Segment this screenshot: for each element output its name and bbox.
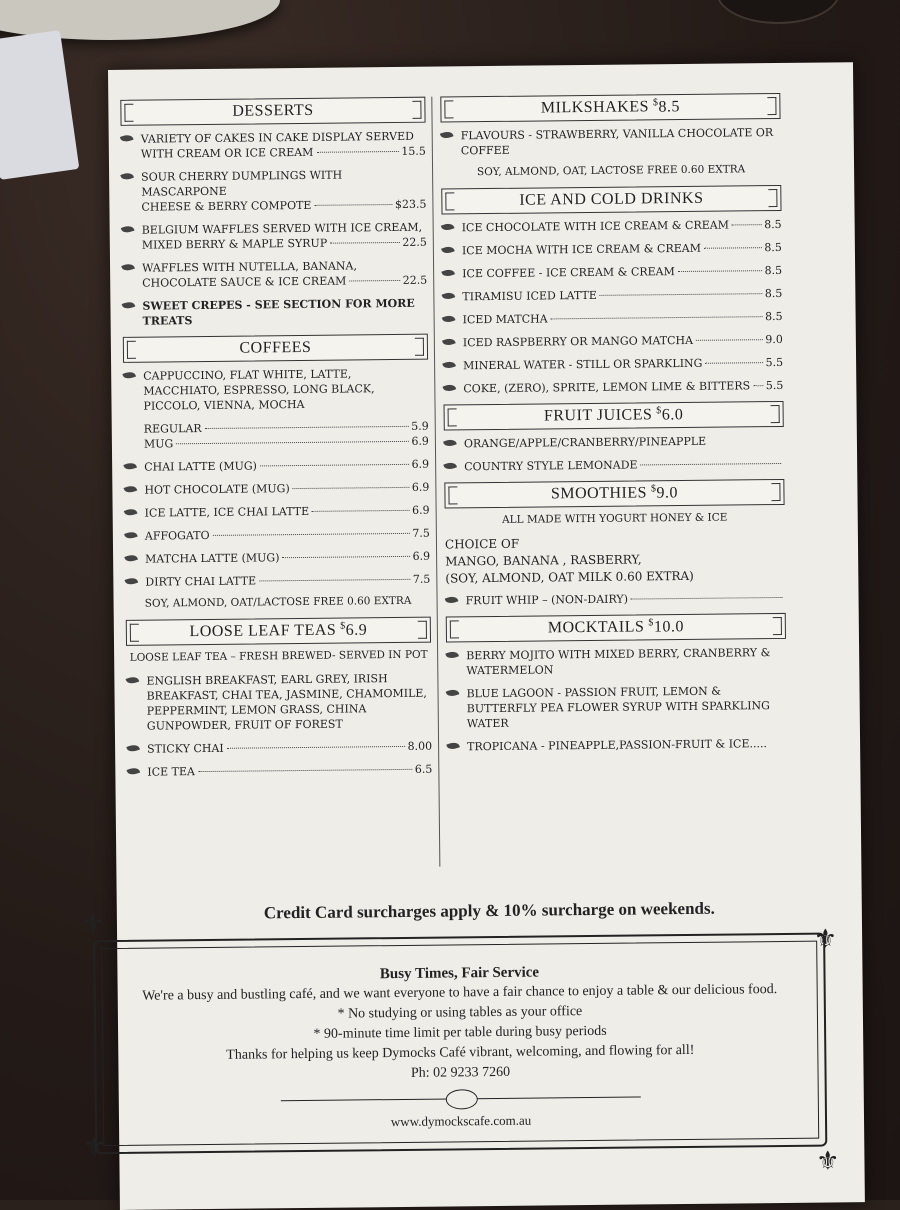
phone-number: Ph: 02 9233 7260 <box>410 1064 511 1081</box>
smoothie-item: FRUIT WHIP – (NON-DAIRY) <box>446 590 786 609</box>
desserts-title: DESSERTS <box>232 101 314 120</box>
cold-item: COKE, (ZERO), SPRITE, LEMON LIME & BITTERS 5.5 <box>443 378 783 397</box>
leaf-icon <box>445 595 459 606</box>
cold-title: ICE AND COLD DRINKS <box>519 189 704 209</box>
coffee-item: HOT CHOCOLATE (MUG) 6.9 <box>124 480 429 498</box>
leaf-icon <box>124 484 138 495</box>
leaf-icon <box>126 743 140 754</box>
teas-note: LOOSE LEAF TEA – FRESH BREWED- SERVED IN POT <box>129 648 428 664</box>
leaf-icon <box>441 222 455 233</box>
leaf-icon <box>442 360 456 371</box>
teas-title: LOOSE LEAF TEAS <box>189 621 337 641</box>
leaf-icon <box>122 370 136 381</box>
notice-title: Busy Times, Fair Service <box>379 964 540 983</box>
dessert-item: BELGIUM WAFFLES SERVED WITH ICE CREAM, MIXED BERRY & MAPLE SYRUP 22.5 <box>122 220 427 253</box>
coffee-item: MATCHA LATTE (MUG) 6.9 <box>125 549 430 567</box>
juices-title: FRUIT JUICES <box>543 406 653 425</box>
dessert-item: SOUR CHERRY DUMPLINGS WITH MASCARPONE CHEESE & BERRY COMPOTE $23.5 <box>121 167 426 215</box>
left-column <box>120 97 432 788</box>
leaf-icon <box>442 337 456 348</box>
cold-item: TIRAMISU ICED LATTE 8.5 <box>442 286 782 305</box>
leaf-icon <box>442 314 456 325</box>
leaf-icon <box>440 130 454 141</box>
cold-banner <box>441 185 781 215</box>
tea-item: STICKY CHAI 8.00 <box>127 739 432 757</box>
fleur-icon: ⚜ <box>813 924 838 955</box>
column-divider <box>431 97 440 867</box>
leaf-icon <box>441 268 455 279</box>
fleur-icon: ⚜ <box>83 1132 107 1163</box>
juice-item: ORANGE/APPLE/CRANBERRY/PINEAPPLE <box>444 433 784 452</box>
desserts-list <box>121 129 428 329</box>
mocktail-item: BLUE LAGOON - PASSION FRUIT, LEMON & BUTTERFLY PEA FLOWER SYRUP WITH SPARKLING WATER <box>446 683 786 732</box>
teas-banner: LOOSE LEAF TEAS $6.9 <box>126 617 431 646</box>
leaf-icon <box>126 766 140 777</box>
juices-banner: FRUIT JUICES $6.0 <box>444 401 784 431</box>
tea-item: ICE TEA 6.5 <box>127 762 432 780</box>
leaf-icon <box>124 507 138 518</box>
leaf-icon <box>445 650 459 661</box>
coffees-title: COFFEES <box>239 338 312 357</box>
mocktail-item: TROPICANA - PINEAPPLE,PASSION-FRUIT & ICE..... <box>447 736 787 755</box>
teas-list: ENGLISH BREAKFAST, EARL GREY, IRISH BREAKFAST, CHAI TEA, JASMINE, CHAMOMILE, PEPPERMINT, LEMON GRASS, CHINA GUNPOWDER, FRUIT OF FOREST <box>126 671 432 734</box>
coffee-sizes: REGULAR 5.9 MUG 6.9 <box>143 419 429 451</box>
leaf-icon <box>446 741 460 752</box>
milkshakes-banner: MILKSHAKES $8.5 <box>440 93 780 123</box>
notice-body: Busy Times, Fair Service We're a busy and bustling café, and we want everyone to have a fair chance to enjoy a table & our delicious food. * No studying or using tables as your office * 90-minute time limit per table during busy periods Thanks for helping us keep Dymocks Café vibrant, welcoming, and flowing for all! Ph: 02 9233 7260 www.dymockscafe.com.au <box>101 941 819 1146</box>
desserts-banner <box>120 97 425 126</box>
coffee-note: SOY, ALMOND, OAT/LACTOSE FREE 0.60 EXTRA <box>144 594 412 610</box>
coffee-item: CHAI LATTE (MUG) 6.9 <box>124 457 429 475</box>
mocktails-title: MOCKTAILS <box>547 618 645 637</box>
leaf-icon <box>123 461 137 472</box>
coffee-item: DIRTY CHAI LATTE 7.5 <box>125 572 430 590</box>
leaf-icon <box>125 576 139 587</box>
mocktails-banner: MOCKTAILS $10.0 <box>446 613 786 643</box>
leaf-icon <box>120 133 134 144</box>
milkshake-note: SOY, ALMOND, OAT, LACTOSE FREE 0.60 EXTRA <box>476 163 746 179</box>
coffees-banner <box>123 334 428 363</box>
dessert-item: WAFFLES WITH NUTELLA, BANANA, CHOCOLATE SAUCE & ICE CREAM 22.5 <box>122 258 427 291</box>
menu-sheet <box>80 62 865 1210</box>
coffee-intro: CAPPUCCINO, FLAT WHITE, LATTE, MACCHIATO, ESPRESSO, LONG BLACK, PICCOLO, VIENNA, MOCHA <box>123 366 428 414</box>
smoothies-note: ALL MADE WITH YOGURT HONEY & ICE <box>501 511 728 526</box>
leaf-icon <box>442 291 456 302</box>
right-column <box>440 93 787 763</box>
cold-item: ICED MATCHA 8.5 <box>443 309 783 328</box>
coffee-item: AFFOGATO 7.5 <box>125 526 430 544</box>
cold-item: ICE COFFEE - ICE CREAM & CREAM 8.5 <box>442 263 782 282</box>
leaf-icon <box>124 553 138 564</box>
leaf-icon <box>120 171 134 182</box>
surcharge-notice: Credit Card surcharges apply & 10% surcharge on weekends. <box>263 898 715 923</box>
website-link[interactable]: www.dymockscafe.com.au <box>390 1112 532 1130</box>
fleur-icon: ⚜ <box>80 910 105 941</box>
cold-item: MINERAL WATER - STILL OR SPARKLING 5.5 <box>443 355 783 374</box>
smoothies-title: SMOOTHIES <box>550 484 648 503</box>
milkshakes-title: MILKSHAKES <box>540 98 650 117</box>
leaf-icon <box>443 438 457 449</box>
smoothies-banner: SMOOTHIES $9.0 <box>444 479 784 509</box>
mocktail-item: BERRY MOJITO WITH MIXED BERRY, CRANBERRY & WATERMELON <box>446 645 786 679</box>
leaf-icon <box>443 461 457 472</box>
leaf-icon <box>126 675 140 686</box>
teas-price: 6.9 <box>345 621 368 640</box>
cold-item: ICE CHOCOLATE WITH ICE CREAM & CREAM 8.5 <box>442 217 782 236</box>
leaf-icon <box>121 262 135 273</box>
dessert-item: SWEET CREPES - SEE SECTION FOR MORE TREATS <box>122 296 427 329</box>
leaf-icon <box>121 224 135 235</box>
leaf-icon <box>441 245 455 256</box>
fleur-icon: ⚜ <box>816 1146 840 1177</box>
cold-item: ICED RASPBERRY OR MANGO MATCHA 9.0 <box>443 332 783 351</box>
leaf-icon <box>446 688 460 699</box>
coffee-item: ICE LATTE, ICE CHAI LATTE 6.9 <box>125 503 430 521</box>
leaf-icon <box>122 300 136 311</box>
juice-item: COUNTRY STYLE LEMONADE <box>444 456 784 475</box>
smoothies-choice: CHOICE OF MANGO, BANANA , RASBERRY, (SOY, ALMOND, OAT MILK 0.60 EXTRA) <box>444 536 694 586</box>
leaf-icon <box>124 530 138 541</box>
milkshake-flavours: FLAVOURS - STRAWBERRY, VANILLA CHOCOLATE OR COFFEE <box>441 125 781 159</box>
scroll-ornament-icon <box>281 1087 641 1109</box>
cold-item: ICE MOCHA WITH ICE CREAM & CREAM 8.5 <box>442 240 782 259</box>
dessert-item: VARIETY OF CAKES IN CAKE DISPLAY SERVED WITH CREAM OR ICE CREAM 15.5 <box>121 129 426 162</box>
leaf-icon <box>443 383 457 394</box>
